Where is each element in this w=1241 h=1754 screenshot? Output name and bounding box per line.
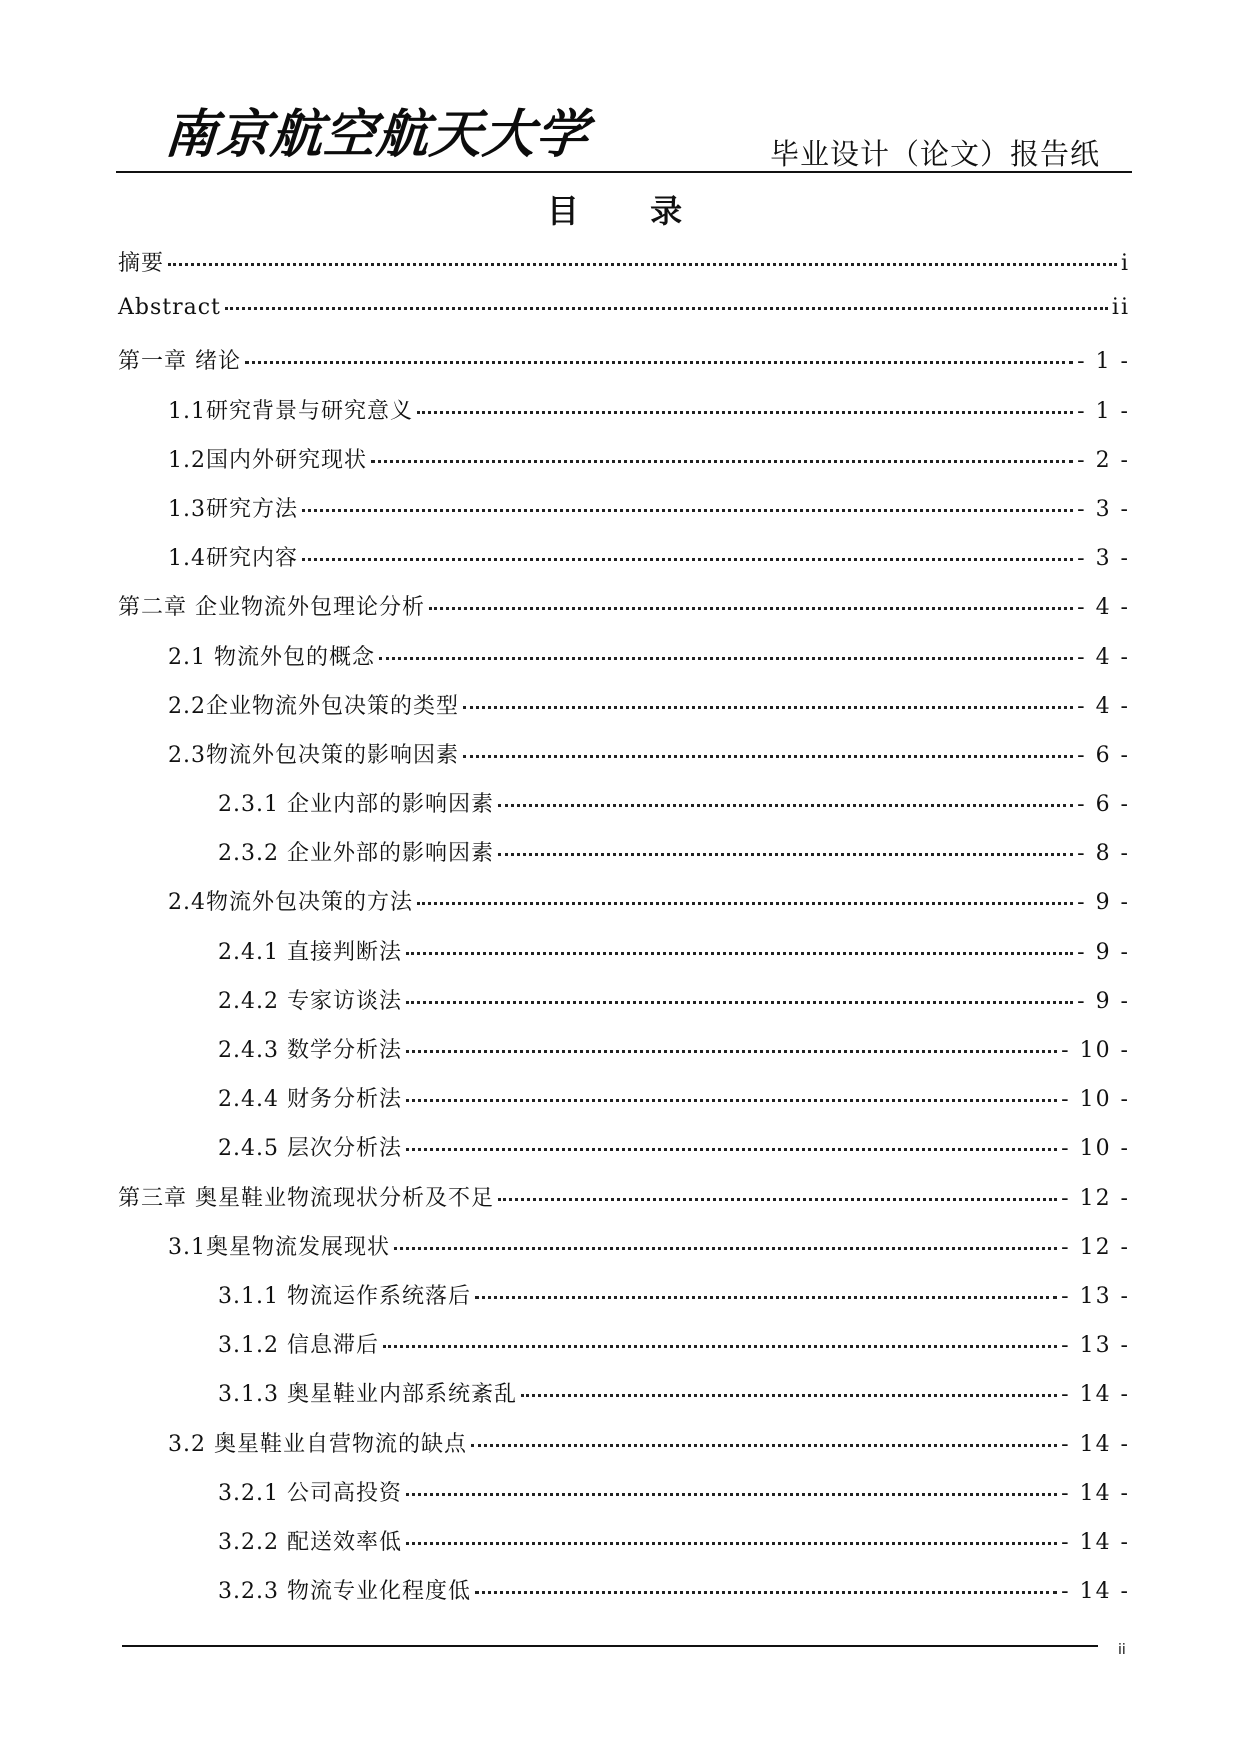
toc-entry[interactable] <box>118 1574 1130 1623</box>
toc-entry-title: 摘要 <box>118 251 165 276</box>
toc-entry[interactable] <box>118 1082 1130 1131</box>
toc-entry-title: 2.4物流外包决策的方法 <box>168 890 413 916</box>
toc-entry[interactable] <box>118 394 1130 443</box>
toc-dot-leader <box>383 1344 1057 1348</box>
toc-entry-page: - 6 - <box>1077 742 1130 768</box>
toc-entry-title: 1.1研究背景与研究意义 <box>168 398 413 424</box>
toc-entry-page: - 9 - <box>1077 939 1130 965</box>
toc-entry-page: - 4 - <box>1077 644 1130 670</box>
toc-entry-title: 1.4研究内容 <box>168 546 298 572</box>
toc-entry[interactable] <box>118 1525 1130 1574</box>
toc-entry-page: - 8 - <box>1077 841 1130 867</box>
toc-entry[interactable] <box>118 1427 1130 1476</box>
toc-dot-leader <box>379 656 1073 660</box>
toc-entry-title: 2.3.1 企业内部的影响因素 <box>218 792 494 818</box>
toc-entry[interactable] <box>118 1328 1130 1377</box>
toc-entry-title: 2.1 物流外包的概念 <box>168 644 375 670</box>
toc-entry-title: 2.4.1 直接判断法 <box>218 939 402 965</box>
toc-dot-leader <box>406 1049 1057 1053</box>
table-of-contents <box>118 246 1130 1623</box>
toc-entry[interactable] <box>118 246 1130 295</box>
toc-entry-page: - 9 - <box>1077 890 1130 916</box>
toc-dot-leader <box>406 951 1073 955</box>
toc-entry-page: - 14 - <box>1061 1382 1130 1408</box>
toc-dot-leader <box>475 1295 1057 1299</box>
toc-entry-page: - 12 - <box>1061 1185 1130 1211</box>
toc-entry-page: - 9 - <box>1077 988 1130 1014</box>
toc-dot-leader <box>498 1197 1057 1201</box>
toc-entry-title: 2.3.2 企业外部的影响因素 <box>218 841 494 867</box>
toc-entry-page: - 1 - <box>1077 349 1130 375</box>
toc-entry[interactable] <box>118 590 1130 639</box>
footer-page-number: ii <box>1118 1642 1126 1658</box>
toc-entry-title: 2.2企业物流外包决策的类型 <box>168 693 459 719</box>
toc-entry-page: - 14 - <box>1061 1431 1130 1457</box>
toc-entry-page: - 13 - <box>1061 1333 1130 1359</box>
toc-entry[interactable] <box>118 1476 1130 1525</box>
toc-entry-title: 3.1奥星物流发展现状 <box>168 1234 390 1260</box>
toc-dot-leader <box>498 803 1073 807</box>
toc-entry[interactable] <box>118 1279 1130 1328</box>
toc-entry[interactable] <box>118 885 1130 934</box>
toc-entry[interactable] <box>118 541 1130 590</box>
toc-dot-leader <box>406 1147 1057 1151</box>
toc-dot-leader <box>394 1246 1057 1250</box>
toc-entry-title: 3.2.2 配送效率低 <box>218 1529 402 1555</box>
toc-dot-leader <box>406 1098 1057 1102</box>
toc-entry-page: - 3 - <box>1077 546 1130 572</box>
footer-divider <box>122 1645 1098 1647</box>
toc-dot-leader <box>417 410 1073 414</box>
toc-entry[interactable] <box>118 443 1130 492</box>
toc-entry-title: 3.2 奥星鞋业自营物流的缺点 <box>168 1431 467 1457</box>
toc-dot-leader <box>302 557 1073 561</box>
toc-entry-title: 2.3物流外包决策的影响因素 <box>168 742 459 768</box>
toc-dot-leader <box>406 1000 1073 1004</box>
toc-dot-leader <box>302 508 1073 512</box>
toc-entry-title: 第二章 企业物流外包理论分析 <box>118 595 425 621</box>
toc-dot-leader <box>371 459 1073 463</box>
toc-dot-leader <box>475 1590 1057 1594</box>
toc-entry-page: - 10 - <box>1061 1038 1130 1063</box>
toc-entry-title: 3.2.1 公司高投资 <box>218 1480 402 1506</box>
header-divider <box>116 171 1132 173</box>
toc-entry-page: - 1 - <box>1077 398 1130 424</box>
toc-entry-page: - 4 - <box>1077 595 1130 621</box>
toc-entry-page: ii <box>1111 295 1130 321</box>
toc-entry-page: - 4 - <box>1077 693 1130 719</box>
toc-entry[interactable] <box>118 344 1130 393</box>
toc-entry-title: 3.1.3 奥星鞋业内部系统紊乱 <box>218 1382 517 1408</box>
toc-entry-page: - 6 - <box>1077 792 1130 818</box>
toc-entry-title: 2.4.3 数学分析法 <box>218 1038 402 1063</box>
toc-entry[interactable] <box>118 689 1130 738</box>
toc-dot-leader <box>429 606 1073 610</box>
toc-entry-page: - 13 - <box>1061 1283 1130 1309</box>
toc-dot-leader <box>406 1492 1057 1496</box>
toc-entry[interactable] <box>118 492 1130 541</box>
toc-entry-page: - 14 - <box>1061 1579 1130 1605</box>
university-logo: 南京航空航天大学 <box>162 104 591 165</box>
toc-entry-page: - 12 - <box>1061 1234 1130 1260</box>
toc-entry[interactable] <box>118 1377 1130 1426</box>
toc-entry[interactable] <box>118 1181 1130 1230</box>
toc-entry-title: 2.4.2 专家访谈法 <box>218 988 402 1014</box>
toc-entry-title: 3.1.2 信息滞后 <box>218 1333 379 1359</box>
toc-heading: 目 录 <box>546 192 713 230</box>
toc-dot-leader <box>463 705 1073 709</box>
toc-entry[interactable] <box>118 984 1130 1033</box>
toc-dot-leader <box>463 754 1073 758</box>
toc-dot-leader <box>225 306 1108 310</box>
toc-entry-title: 2.4.4 财务分析法 <box>218 1087 402 1113</box>
toc-entry-page: - 3 - <box>1077 496 1130 522</box>
toc-entry[interactable] <box>118 836 1130 885</box>
toc-entry[interactable] <box>118 640 1130 689</box>
toc-dot-leader <box>245 360 1073 364</box>
toc-entry-page: i <box>1120 251 1130 276</box>
toc-entry[interactable] <box>118 1230 1130 1279</box>
toc-entry-title: 3.2.3 物流专业化程度低 <box>218 1579 471 1605</box>
toc-dot-leader <box>406 1541 1057 1545</box>
toc-dot-leader <box>417 901 1073 905</box>
toc-entry-page: - 2 - <box>1077 447 1130 473</box>
toc-entry[interactable] <box>118 738 1130 787</box>
toc-entry-title: 1.3研究方法 <box>168 496 298 522</box>
toc-dot-leader <box>168 262 1117 266</box>
page-header <box>0 0 1241 175</box>
toc-entry-page: - 14 - <box>1061 1529 1130 1555</box>
toc-entry-title: 2.4.5 层次分析法 <box>218 1136 402 1162</box>
toc-entry-title: 第三章 奥星鞋业物流现状分析及不足 <box>118 1185 494 1211</box>
toc-entry[interactable] <box>118 935 1130 984</box>
toc-entry[interactable] <box>118 1131 1130 1180</box>
toc-dot-leader <box>521 1393 1057 1397</box>
toc-entry[interactable] <box>118 1033 1130 1082</box>
toc-entry-title: 1.2国内外研究现状 <box>168 447 367 473</box>
toc-dot-leader <box>498 852 1073 856</box>
toc-entry-page: - 10 - <box>1061 1087 1130 1113</box>
toc-entry-page: - 10 - <box>1061 1136 1130 1162</box>
report-paper-title: 毕业设计（论文）报告纸 <box>770 137 1101 171</box>
toc-entry-title: 第一章 绪论 <box>118 349 241 375</box>
toc-entry-page: - 14 - <box>1061 1480 1130 1506</box>
toc-entry[interactable] <box>118 787 1130 836</box>
toc-entry-title: Abstract <box>118 295 221 321</box>
toc-entry[interactable] <box>118 295 1130 344</box>
toc-entry-title: 3.1.1 物流运作系统落后 <box>218 1283 471 1309</box>
toc-dot-leader <box>471 1443 1057 1447</box>
